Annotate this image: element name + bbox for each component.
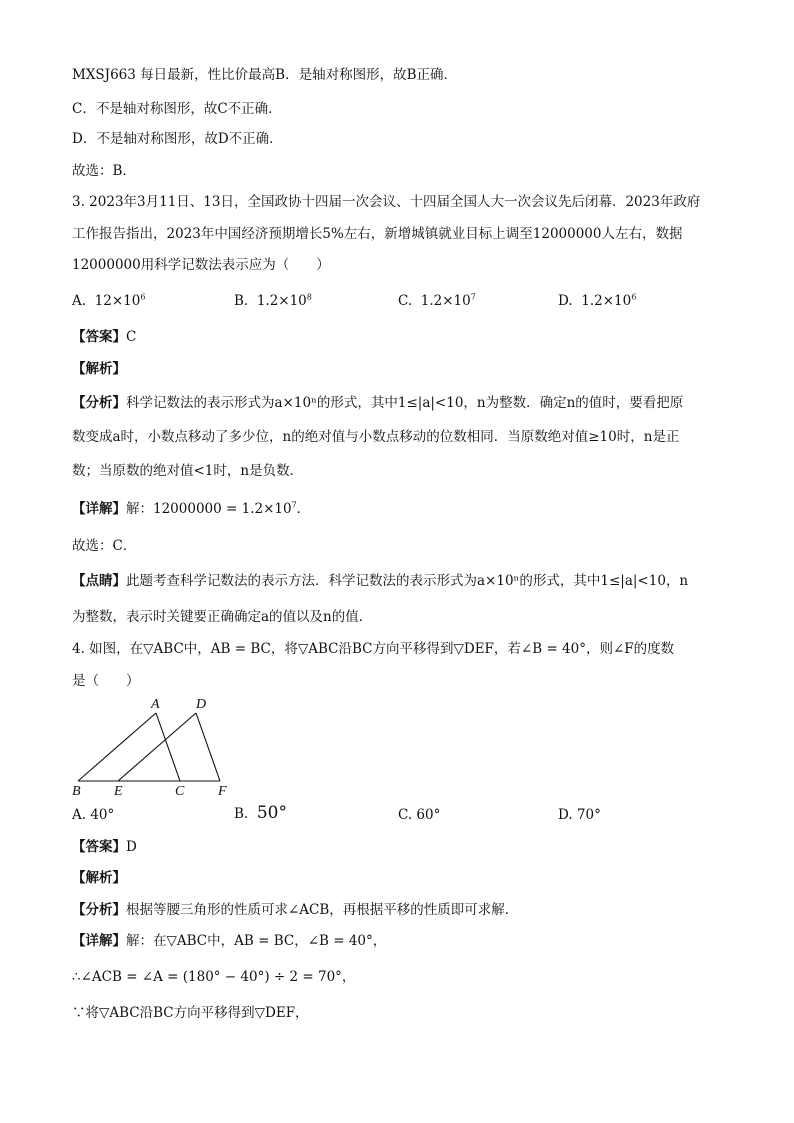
q4-stem-line-2: 是（ ） bbox=[72, 673, 140, 689]
point-label-f: F bbox=[218, 784, 227, 799]
q4-triangle-figure bbox=[66, 692, 246, 802]
q3-option-b bbox=[234, 292, 312, 310]
q4-answer-value: D bbox=[126, 839, 137, 855]
q4-option-b-label: B. bbox=[234, 806, 249, 822]
q3-analysis-tag: 【解析】 bbox=[72, 361, 126, 377]
q4-step-line-2: ∵将▽ABC沿BC方向平移得到▽DEF， bbox=[72, 1005, 309, 1021]
q4-detail-line bbox=[72, 932, 734, 950]
prev-choose-line: 故选：B． bbox=[72, 163, 136, 179]
q4-stem-line-1: 4. 如图，在▽ABC中，AB = BC，将▽ABC沿BC方向平移得到▽DEF，若∠B = 40°，则∠F的度数 bbox=[72, 641, 675, 657]
q3-option-a-exponent: 6 bbox=[140, 292, 146, 302]
q3-option-c-label: C. bbox=[398, 293, 413, 309]
q3-option-c-exponent: 7 bbox=[470, 292, 476, 302]
prev-option-b-line: MXSJ663 每日最新，性比价最高B．是轴对称图形，故B正确． bbox=[72, 67, 457, 83]
q3-option-a-label: A. bbox=[72, 293, 87, 309]
q3-option-d-base: 1.2×10 bbox=[581, 293, 632, 309]
segment-ac bbox=[156, 713, 180, 781]
prev-option-d-line: D．不是轴对称图形，故D不正确． bbox=[72, 131, 283, 147]
segment-ab bbox=[78, 713, 156, 781]
q4-answer-line bbox=[72, 838, 734, 856]
point-label-d: D bbox=[196, 697, 207, 712]
q4-option-b-value: 50° bbox=[256, 803, 287, 823]
point-label-c: C bbox=[175, 784, 185, 799]
point-label-b: B bbox=[72, 784, 81, 799]
q4-analysis-line bbox=[72, 869, 734, 887]
q3-option-d-exponent: 6 bbox=[631, 292, 637, 302]
q3-option-b-base: 1.2×10 bbox=[256, 293, 307, 309]
q3-fenxi-line-3: 数；当原数的绝对值<1时，n是负数． bbox=[72, 463, 304, 479]
q3-fenxi-line-2: 数变成a时，小数点移动了多少位，n的绝对值与小数点移动的位数相同．当原数绝对值≥10时，n是正 bbox=[72, 429, 680, 445]
q3-option-d-label: D. bbox=[558, 293, 573, 309]
q4-step-line-1: ∴∠ACB = ∠A = (180° − 40°) ÷ 2 = 70°， bbox=[72, 969, 356, 985]
q3-choose-line: 故选：C． bbox=[72, 538, 137, 554]
segment-ed bbox=[118, 713, 196, 781]
q4-fenxi-text: 根据等腰三角形的性质可求∠ACB，再根据平移的性质即可求解． bbox=[126, 902, 519, 918]
point-label-a: A bbox=[151, 697, 160, 712]
q4-fenxi-line bbox=[72, 901, 734, 919]
segment-df bbox=[196, 713, 220, 781]
q4-fenxi-tag: 【分析】 bbox=[72, 902, 126, 918]
point-label-e: E bbox=[114, 784, 123, 799]
q3-analysis-line bbox=[72, 360, 734, 378]
q3-dianjing-tag: 【点睛】 bbox=[72, 573, 126, 589]
q3-dianjing-text-1: 此题考查科学记数法的表示方法．科学记数法的表示形式为a×10ⁿ的形式，其中1≤|a|<10，n bbox=[126, 573, 689, 589]
q3-detail-text: 解：12000000 = 1.2×10 bbox=[126, 501, 292, 517]
q4-option-a: A. 40° bbox=[72, 807, 115, 823]
q3-option-a-base: 12×10 bbox=[94, 293, 141, 309]
q3-option-d bbox=[558, 292, 636, 310]
q3-detail-line bbox=[72, 500, 734, 518]
q4-detail-tag: 【详解】 bbox=[72, 933, 126, 949]
q4-analysis-tag: 【解析】 bbox=[72, 870, 126, 886]
q3-stem-line-2: 工作报告指出，2023年中国经济预期增长5%左右，新增城镇就业目标上调至12000000人左右，数据 bbox=[72, 226, 683, 242]
q3-fenxi-line-1 bbox=[72, 394, 734, 412]
q3-stem-line-3: 12000000用科学记数法表示应为（ ） bbox=[72, 257, 330, 273]
q3-option-c-base: 1.2×10 bbox=[420, 293, 471, 309]
q3-stem-line-1: 3. 2023年3月11日、13日，全国政协十四届一次会议、十四届全国人大一次会议先后闭幕．2023年政府 bbox=[72, 194, 701, 210]
q4-option-c: C. 60° bbox=[398, 807, 441, 823]
q3-option-c bbox=[398, 292, 476, 310]
q3-option-b-label: B. bbox=[234, 293, 249, 309]
q4-option-d: D. 70° bbox=[558, 807, 601, 823]
prev-option-c-line: C．不是轴对称图形，故C不正确． bbox=[72, 101, 282, 117]
q3-answer-tag: 【答案】 bbox=[72, 329, 126, 345]
q4-answer-tag: 【答案】 bbox=[72, 839, 126, 855]
q3-dianjing-line-1 bbox=[72, 572, 734, 590]
q3-option-b-exponent: 8 bbox=[306, 292, 312, 302]
q4-detail-text: 解：在▽ABC中，AB = BC，∠B = 40°， bbox=[126, 933, 387, 949]
q3-fenxi-tag: 【分析】 bbox=[72, 395, 126, 411]
q3-answer-value: C bbox=[126, 329, 137, 345]
q3-detail-exponent: 7 bbox=[291, 500, 297, 510]
q3-detail-tag: 【详解】 bbox=[72, 501, 126, 517]
q4-option-b bbox=[234, 804, 287, 823]
q3-answer-line bbox=[72, 328, 734, 346]
q3-detail-end: ． bbox=[296, 501, 311, 517]
q3-fenxi-text-1: 科学记数法的表示形式为a×10ⁿ的形式，其中1≤|a|<10，n为整数．确定n的值时，要看把原 bbox=[126, 395, 684, 411]
q3-dianjing-line-2: 为整数，表示时关键要正确确定a的值以及n的值． bbox=[72, 609, 373, 625]
q3-option-a bbox=[72, 292, 145, 310]
